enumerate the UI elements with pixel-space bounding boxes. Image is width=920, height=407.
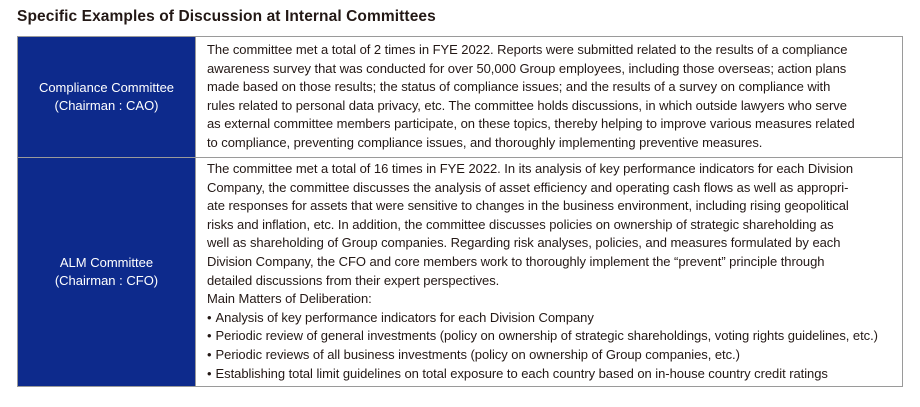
description-line: rules related to personal data privacy, etc. The committee holds discussions, in which outside lawyers who serve — [207, 97, 847, 113]
description-line: ate responses for assets that were sensitive to changes in the business environment, including rising geopolitical — [207, 198, 849, 214]
list-item-text: Periodic review of general investments (policy on ownership of strategic shareholdings, voting rights guidelines, etc.) — [215, 328, 878, 344]
description-line: well as shareholding of Group companies. Regarding risk analyses, policies, and measures formulated by each — [207, 235, 841, 251]
committee-name: Compliance Committee — [38, 80, 175, 95]
bullet-icon — [207, 366, 216, 381]
committee-header-cell — [18, 37, 196, 158]
description-text — [207, 41, 896, 153]
deliberation-list — [207, 309, 896, 383]
description-line: made based on those results; the status of compliance issues; and the results of a survey on compliance with — [207, 79, 831, 95]
list-item — [207, 327, 896, 346]
description-line: to compliance, preventing compliance issues, and thoroughly implementing preventive measures. — [207, 134, 763, 150]
committee-name: ALM Committee — [59, 255, 154, 271]
description-line: The committee met a total of 2 times in FYE 2022. Reports were submitted related to the results of a compliance — [207, 42, 848, 57]
bullet-icon — [207, 310, 216, 325]
description-line: The committee met a total of 16 times in FYE 2022. In its analysis of key performance indicators for each Division — [207, 161, 854, 176]
committee-chairman: (Chairman : CFO) — [54, 273, 159, 289]
description-line: as external committee members participate, on these topics, thereby helping to improve various measures related — [207, 116, 855, 132]
list-item — [207, 346, 896, 365]
bullet-icon — [207, 328, 216, 343]
committee-description-cell — [196, 158, 903, 387]
list-item-text: Analysis of key performance indicators for each Division Company — [215, 309, 594, 325]
table-row — [18, 37, 903, 158]
description-line: detailed discussions from their expert perspectives. — [207, 272, 500, 288]
description-line: awareness survey that was conducted for over 50,000 Group employees, including those overseas; action plans — [207, 60, 847, 76]
committee-header-cell — [18, 158, 196, 387]
description-line: Company, the committee discusses the analysis of asset efficiency and operating cash flows as well as appropri- — [207, 179, 849, 195]
list-item-text: Periodic reviews of all business investments (policy on ownership of Group companies, etc.) — [215, 346, 740, 362]
committee-description-cell — [196, 37, 903, 158]
description-line: Division Company, the CFO and core members work to thoroughly implement the “prevent” principle through — [207, 253, 825, 269]
committees-table — [17, 36, 903, 387]
bullet-icon — [207, 347, 216, 362]
list-item — [207, 309, 896, 328]
description-text — [207, 160, 896, 309]
table-row — [18, 158, 903, 387]
deliberation-heading: Main Matters of Deliberation: — [207, 291, 372, 307]
list-item-text: Establishing total limit guidelines on total exposure to each country based on in-house country credit ratings — [215, 365, 828, 381]
committee-chairman: (Chairman : CAO) — [54, 98, 159, 113]
page-title: Specific Examples of Discussion at Internal Committees — [17, 8, 436, 25]
description-line: risks and inflation, etc. In addition, the committee discusses policies on ownership of strategic shareholding as — [207, 216, 834, 232]
list-item — [207, 365, 896, 384]
